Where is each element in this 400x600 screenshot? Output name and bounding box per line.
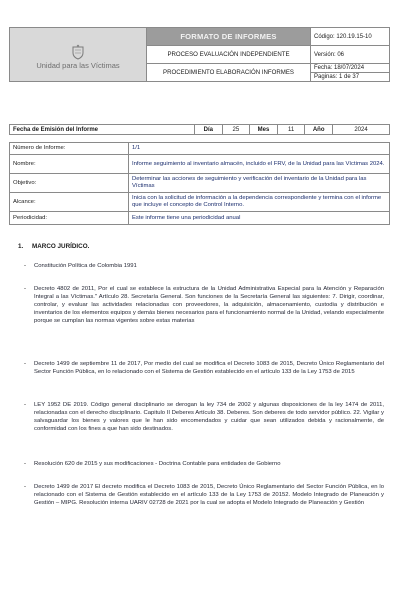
list-item [24, 263, 384, 271]
list-item [24, 286, 384, 326]
doc-version: Versión: 06 [311, 46, 390, 64]
list-item-text: Decreto 1499 de 2017 El decreto modifica el Decreto 1083 de 2015, Decreto Único Reglamentario del Sector Función Pública, en lo relacionado con el Sistema de Gestión establecido en el artículo 133 de la Ley 1753 de 20152. Modelo Integrado de Planeación y Gestión – MIPG. Resolución interna UARIV 02728 de 2021 por la cual se adopta el Modelo Integrado de Planeación y Gestión [34, 484, 384, 506]
org-name: Unidad para las Víctimas [36, 61, 120, 71]
list-item [24, 402, 384, 434]
bullet: - [24, 484, 26, 490]
info-label: Periodicidad: [10, 212, 129, 225]
month-label: Mes [250, 125, 278, 135]
year-label: Año [305, 125, 333, 135]
report-info-table [9, 142, 390, 225]
list-item-text: Constitución Política de Colombia 1991 [34, 263, 137, 269]
document-header [9, 27, 390, 82]
info-label: Nombre: [10, 155, 129, 174]
coat-of-arms-icon [70, 44, 86, 60]
info-row [10, 155, 390, 174]
info-value: Determinar las acciones de seguimiento y verificación del inventario de la Unidad para las Víctimas [129, 174, 390, 193]
day-label: Día [195, 125, 223, 135]
procedure-name: PROCEDIMIENTO ELABORACIÓN INFORMES [147, 64, 311, 82]
list-item-text: LEY 1952 DE 2019. Código general disciplinario se derogan la ley 734 de 2002 y algunas disposiciones de la ley 1474 de 2011, relacionadas con el derecho disciplinario. Capitulo II Deberes Artículo 38. Deberes. Son deberes de todo servidor público. 22. Vigilar y salvaguardar los bienes y valores que le han sido encomendados y cuidar que sean utilizados debida y racionalmente, de conformidad con los fines a que han sido destinados. [34, 402, 384, 432]
doc-date: Fecha: 18/07/2024 [311, 64, 390, 73]
month-value: 11 [277, 125, 305, 135]
bullet: - [24, 361, 26, 367]
list-item [24, 461, 384, 469]
info-value: Informe seguimiento al inventario almacén, incluido el FRV, de la Unidad para las Víctimas 2024. [129, 155, 390, 174]
logo-cell [10, 28, 147, 82]
info-row [10, 212, 390, 225]
info-row [10, 174, 390, 193]
day-value: 25 [222, 125, 250, 135]
info-value: Este informe tiene una periodicidad anual [129, 212, 390, 225]
section-heading [18, 243, 89, 250]
info-value: 1/1 [129, 143, 390, 155]
bullet: - [24, 461, 26, 467]
info-value: Inicia con la solicitud de información a la dependencia correspondiente y termina con el informe que incluye el concepto de Control Interno. [129, 193, 390, 212]
emission-date-table [9, 124, 390, 135]
info-row [10, 193, 390, 212]
doc-pages: Paginas: 1 de 37 [311, 73, 390, 82]
bullet: - [24, 263, 26, 269]
bullet: - [24, 402, 26, 408]
info-label: Alcance: [10, 193, 129, 212]
year-value: 2024 [333, 125, 390, 135]
info-label: Número de Informe: [10, 143, 129, 155]
info-row [10, 143, 390, 155]
list-item [24, 361, 384, 377]
section-number: 1. [18, 243, 24, 250]
list-item [24, 484, 384, 508]
doc-code: Código: 120.19.15-10 [311, 28, 390, 46]
emission-label: Fecha de Emisión del Informe [10, 125, 195, 135]
info-label: Objetivo: [10, 174, 129, 193]
section-title: MARCO JURÍDICO. [32, 243, 90, 250]
bullet: - [24, 286, 26, 292]
format-title: FORMATO DE INFORMES [147, 28, 311, 46]
list-item-text: Decreto 1499 de septiembre 11 de 2017, Por medio del cual se modifica el Decreto 1083 de 2015, Decreto Único Reglamentario del Sector Función Pública, en lo relacionado con el Sistema de Gestión establecido en el artículo 133 de la Ley 1753 de 2015 [34, 361, 384, 375]
process-name: PROCESO EVALUACIÓN INDEPENDIENTE [147, 46, 311, 64]
list-item-text: Decreto 4802 de 2011, Por el cual se establece la estructura de la Unidad Administrativa Especial para la Atención y Reparación Integral a las Víctimas." Artículo 28. Secretaría General. Son funciones de la Secretaría General las siguientes: 7. Dirigir, coordinar, controlar, y evaluar las actividades relacionadas con proveedores, la adquisición, almacenamiento, custodia y distribución e inventarios de los elementos equipos y demás bienes necesarios para el funcionamiento normal de la Unidad, velando especialmente porque se cumplan las normas vigentes sobre estas materias [34, 286, 384, 324]
list-item-text: Resolución 620 de 2015 y sus modificaciones - Doctrina Contable para entidades de Gobierno [34, 461, 281, 467]
